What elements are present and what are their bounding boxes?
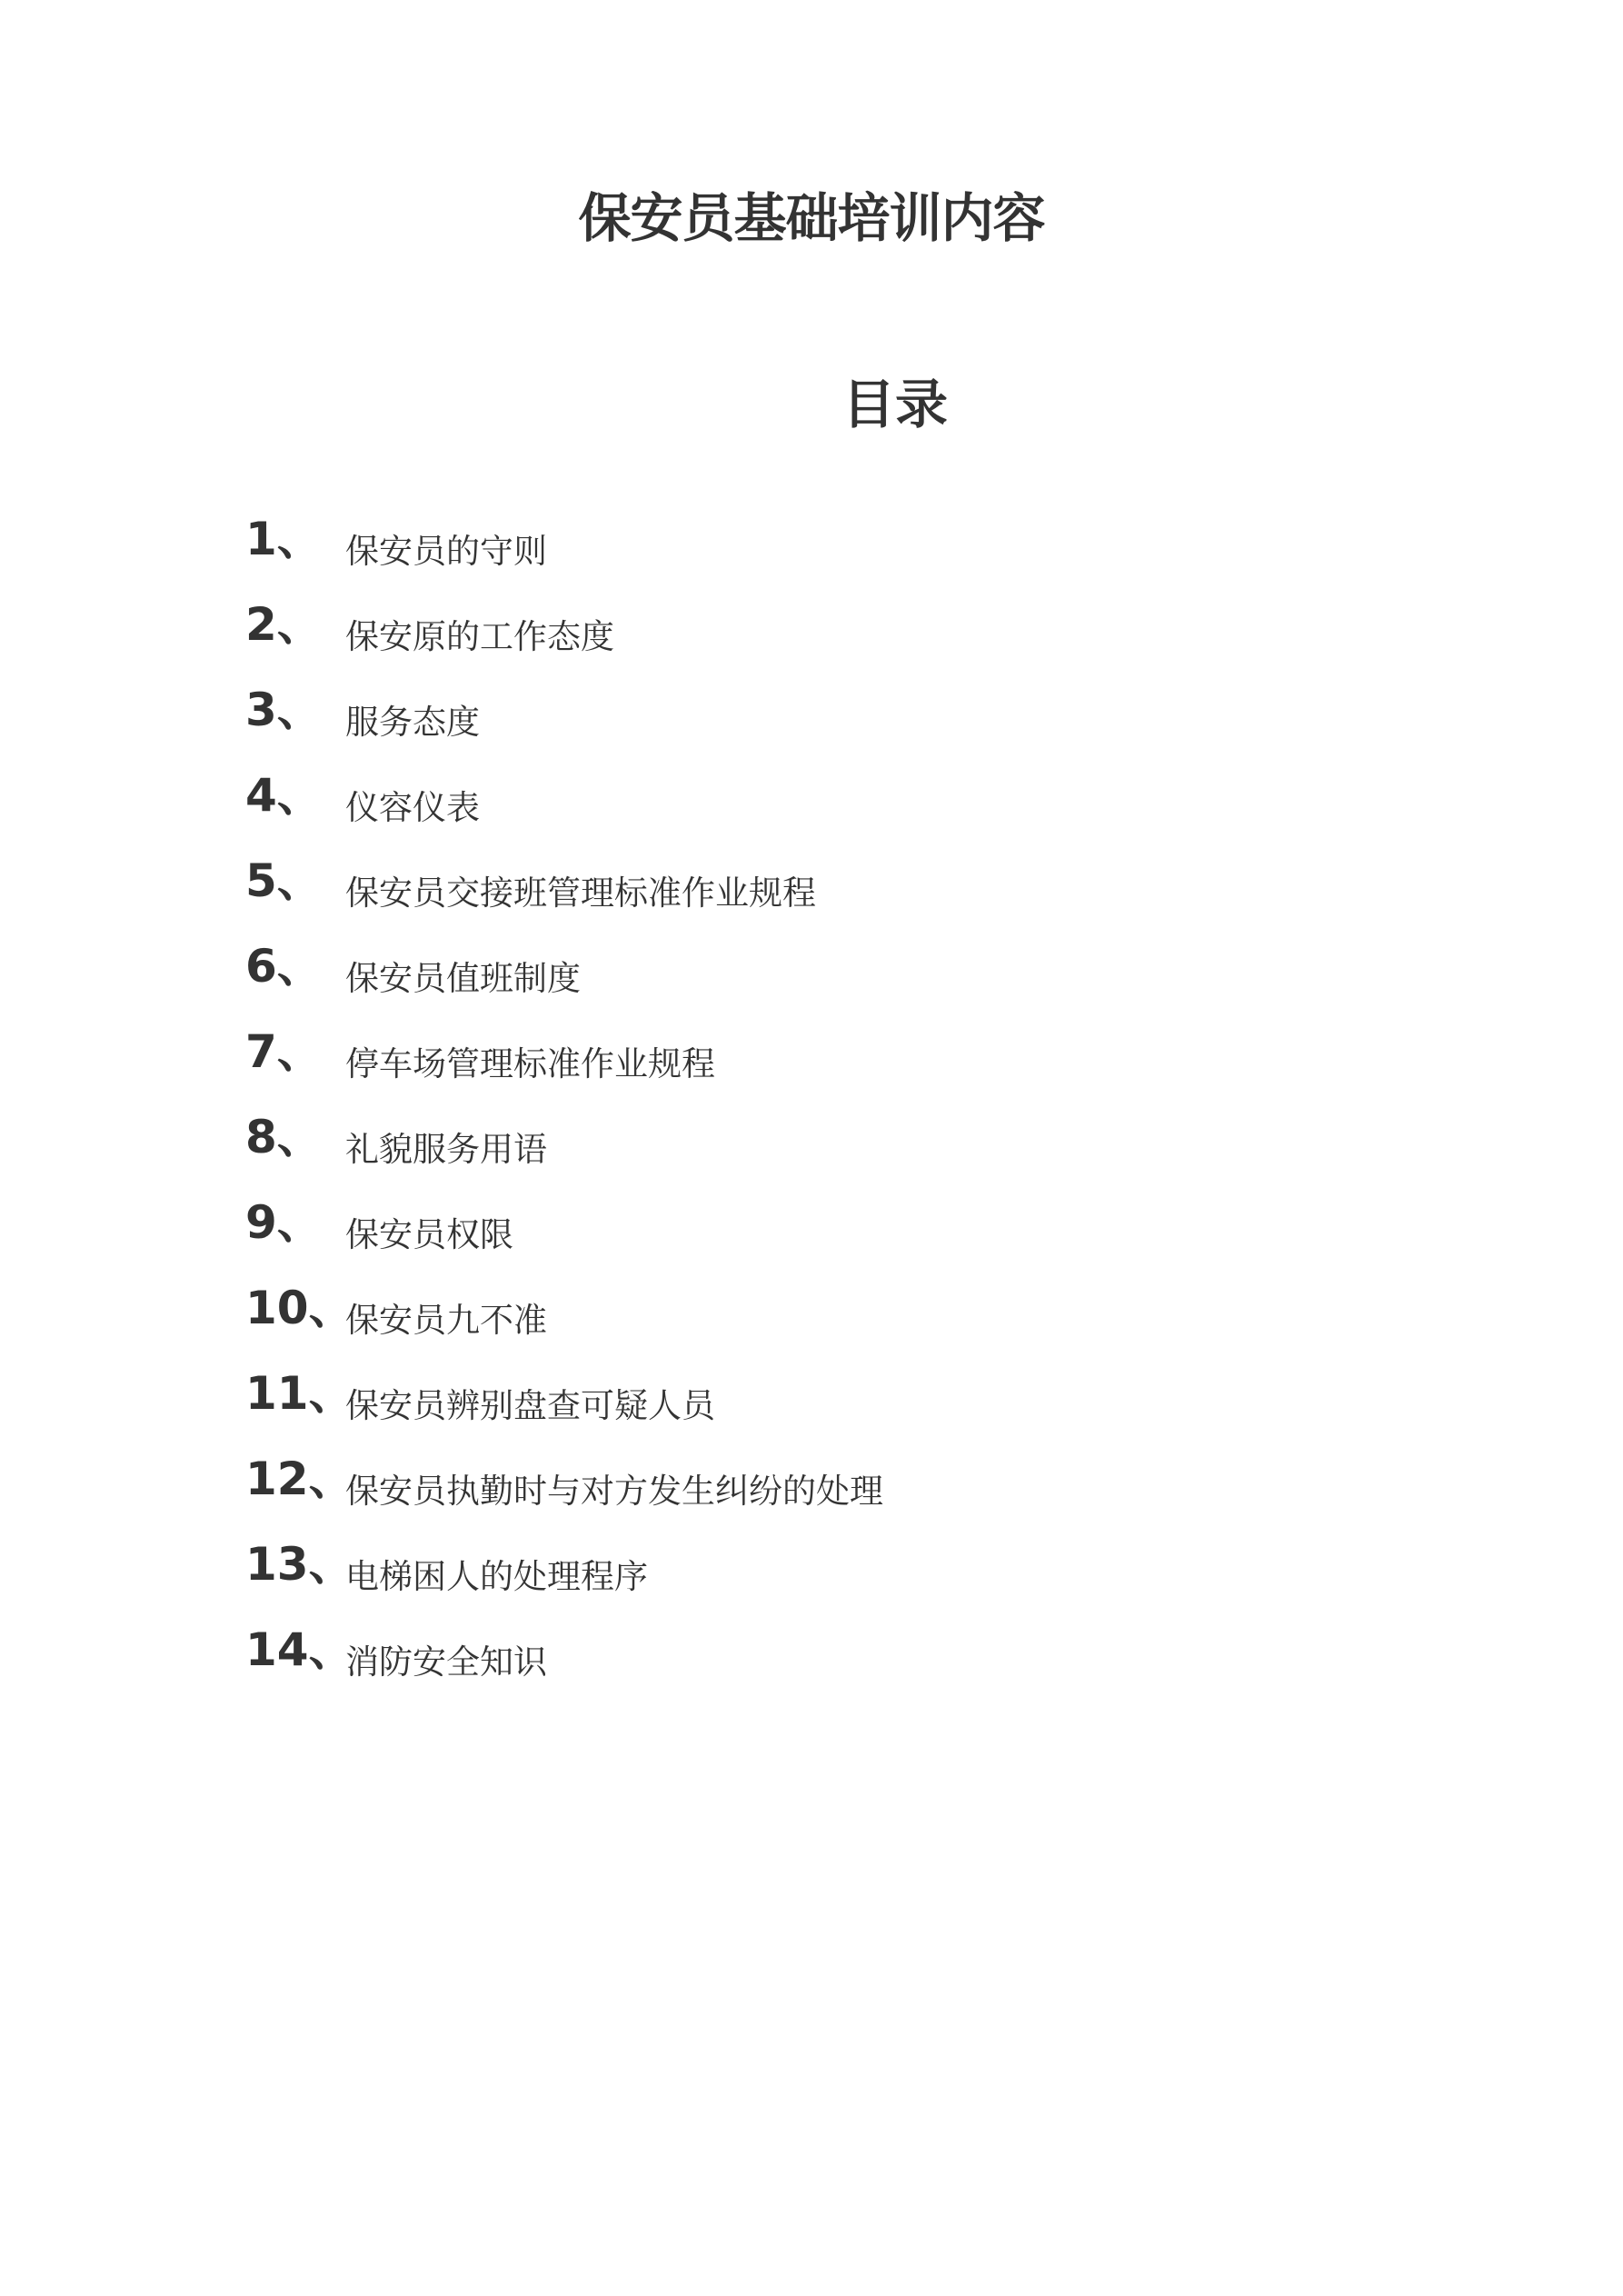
toc-item-number: 9、 [245,1196,323,1249]
toc-item-label: 保安员权限 [345,1215,513,1254]
toc-item-label: 仪容仪表 [345,788,480,827]
toc-item-number: 1、 [245,513,323,565]
toc-item [0,1025,1623,1111]
toc-item-label: 保安员辨别盘查可疑人员 [345,1386,715,1425]
toc-item-number: 8、 [245,1111,323,1163]
toc-item-number: 4、 [245,769,323,822]
toc-item [0,1452,1623,1538]
toc-item [0,769,1623,854]
toc-item [0,1538,1623,1623]
toc-item-number: 11、 [245,1367,354,1420]
toc-item [0,1623,1623,1709]
toc-item-number: 3、 [245,684,323,736]
toc-item-number: 13、 [245,1538,354,1591]
toc-item [0,1111,1623,1196]
toc-item-number: 2、 [245,598,323,651]
toc-item-label: 礼貌服务用语 [345,1130,547,1169]
toc-item-label: 保安员值班制度 [345,959,581,998]
toc-item-number: 7、 [245,1025,323,1078]
toc-item-label: 保安员的守则 [345,532,547,571]
toc-item-number: 5、 [245,854,323,907]
toc-item [0,1196,1623,1282]
toc-item [0,854,1623,940]
toc-item-label: 保安原的工作态度 [345,617,614,656]
toc-item-label: 保安员九不准 [345,1301,547,1340]
toc-item-label: 电梯困人的处理程序 [345,1557,648,1596]
toc-item-label: 服务态度 [345,703,480,742]
toc-item-number: 14、 [245,1623,354,1676]
toc-item-label: 保安员执勤时与对方发生纠纷的处理 [345,1472,883,1511]
document-title: 保安员基础培训内容 [578,186,1045,249]
toc-item-label: 停车场管理标准作业规程 [345,1044,715,1083]
toc-item [0,940,1623,1025]
toc-item [0,598,1623,684]
toc-item [0,684,1623,769]
toc-item [0,513,1623,598]
toc-heading: 目录 [841,374,948,436]
toc-item-number: 10、 [245,1282,354,1334]
toc-item [0,1367,1623,1452]
toc-item-label: 保安员交接班管理标准作业规程 [345,873,816,913]
toc-item-number: 12、 [245,1452,354,1505]
toc-item-label: 消防安全知识 [345,1642,547,1682]
toc-item [0,1282,1623,1367]
toc-item-number: 6、 [245,940,323,993]
